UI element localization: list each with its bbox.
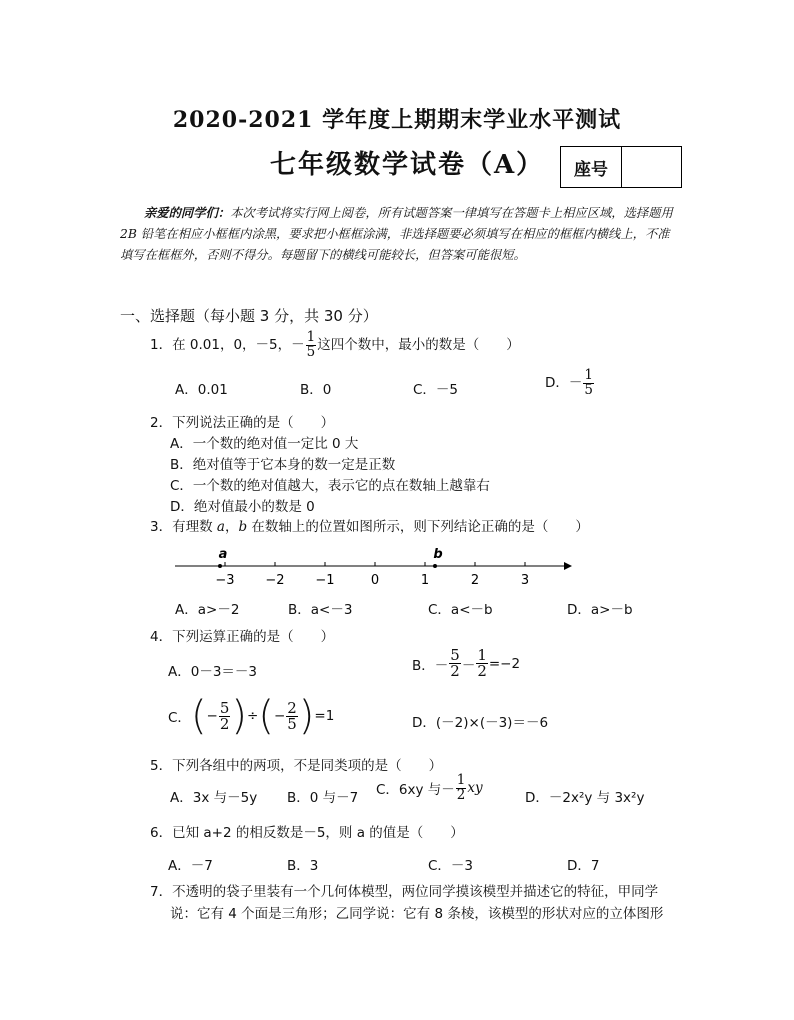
q1-d-num: 1: [584, 367, 593, 383]
q5-c-den: 2: [456, 786, 466, 803]
q1-fraction: [306, 331, 317, 359]
exam-notice: [120, 202, 680, 266]
q5-option-a: A．3x 与－5y: [170, 790, 258, 806]
q5-c-suffix: xy: [467, 780, 483, 796]
q1-d-den: 5: [584, 381, 593, 398]
q4-b-result: =−2: [488, 655, 521, 672]
q5-c-prefix: C．6xy 与－: [376, 782, 455, 798]
axis-tick-label: 1: [420, 573, 430, 588]
q4-b-minus: －: [434, 657, 449, 674]
q1-d-prefix: D．－: [545, 375, 583, 391]
q4-c-f1-den: 2: [219, 714, 230, 733]
q4-c-result: =1: [314, 708, 335, 724]
point-b-label: b: [433, 547, 443, 562]
q4-option-c: [168, 693, 334, 739]
q4-c-div: ÷: [247, 708, 259, 724]
q4-b-label: B．: [412, 657, 435, 674]
q4-option-a: A．0－3＝－3: [168, 664, 258, 680]
q3-stem-c: 在数轴上的位置如图所示，则下列结论正确的是（ ）: [247, 519, 589, 535]
axis-tick-label: −2: [265, 573, 285, 588]
notice-lead: 亲爱的同学们：: [144, 205, 231, 220]
axis-tick-label: −1: [315, 573, 335, 588]
q3-option-a: A．a>－2: [175, 602, 240, 618]
q4-b-frac1: [449, 648, 461, 679]
question-2-stem: 2．下列说法正确的是（ ）: [150, 415, 335, 431]
q4-option-d: D．(－2)×(－3)＝－6: [412, 715, 549, 731]
q3-stem-a: 3．有理数: [150, 519, 217, 535]
axis-tick-label: 2: [470, 573, 480, 588]
q4-b-f2-num: 1: [477, 646, 487, 664]
q4-b-f1-num: 5: [450, 646, 460, 664]
q6-option-b: B．3: [287, 858, 319, 874]
q4-c-minus2: −: [273, 708, 286, 724]
q4-c-label: C．: [168, 710, 191, 726]
q4-c-f2-den: 5: [287, 714, 297, 733]
q2-option-b: B．绝对值等于它本身的数一定是正数: [170, 457, 396, 473]
point-b-dot: [433, 564, 437, 568]
q5-c-fraction: [456, 774, 467, 802]
q1-frac-den: 5: [306, 343, 316, 360]
q3-option-c: C．a<－b: [428, 602, 493, 618]
left-paren-icon: (: [190, 693, 207, 739]
seat-label: 座号: [561, 147, 622, 187]
notice-text: 本次考试将实行网上阅卷，所有试题答案一律填写在答题卡上相应区域，选择题用 2B 铅笔在相应小框框内涂黑，要求把小框框涂满，非选择题要必须填写在相应的框框内横线上，不准填写在框框外，否则不得分。每题留下的横线可能较长，但答案可能很短。: [120, 206, 673, 262]
point-a-label: a: [218, 547, 228, 562]
q5-c-num: 1: [456, 772, 466, 788]
q4-c-frac2: [286, 698, 298, 733]
q5-option-c: [376, 774, 483, 802]
q4-b-mid: －: [461, 657, 476, 674]
q2-option-d: D．绝对值最小的数是 0: [170, 499, 315, 515]
q6-option-c: C．－3: [428, 858, 474, 874]
seat-number-box: [560, 146, 682, 188]
q5-option-b: B．0 与－7: [287, 790, 359, 806]
q4-b-f1-den: 2: [450, 662, 460, 680]
axis-tick-label: 3: [520, 573, 530, 588]
q1-frac-num: 1: [306, 329, 316, 345]
q4-c-frac1: [219, 698, 231, 733]
question-1-stem: [150, 331, 520, 359]
section-title: 一、选择题（每小题 3 分，共 30 分）: [120, 307, 378, 325]
axis-tick-label: −3: [215, 573, 235, 588]
q5-option-d: D．－2x²y 与 3x²y: [525, 790, 645, 806]
q6-option-d: D．7: [567, 858, 600, 874]
exam-subtitle: 七年级数学试卷（A）: [270, 150, 545, 180]
q4-c-f2-num: 2: [287, 698, 297, 717]
right-paren-icon: ): [298, 693, 315, 739]
q1-option-d: [545, 369, 595, 397]
q4-b-f2-den: 2: [477, 662, 487, 680]
question-7-line1: 7．不透明的袋子里装有一个几何体模型，两位同学摸该模型并描述它的特征，甲同学: [150, 884, 659, 900]
q3-option-b: B．a<－3: [288, 602, 353, 618]
q1-option-c: C．－5: [413, 382, 459, 398]
right-paren-icon: ): [231, 693, 248, 739]
number-line-figure: [160, 540, 590, 590]
q6-option-a: A．－7: [168, 858, 213, 874]
q2-option-a: A．一个数的绝对值一定比 0 大: [170, 436, 359, 452]
q4-c-f1-num: 5: [219, 698, 230, 717]
axis-tick-label: 0: [370, 573, 380, 588]
q4-c-minus1: −: [206, 708, 218, 724]
q3-var-b: b: [238, 519, 248, 535]
q1-d-fraction: [583, 369, 594, 397]
exam-title: 2020-2021 学年度上期期末学业水平测试: [172, 107, 622, 133]
q4-option-b: [412, 648, 520, 679]
question-4-stem: 4．下列运算正确的是（ ）: [150, 629, 335, 645]
left-paren-icon: (: [258, 693, 274, 739]
q3-var-a: a: [216, 519, 225, 535]
q1-option-a: A．0.01: [175, 382, 228, 398]
question-6-stem: 6．已知 a+2 的相反数是－5，则 a 的值是（ ）: [150, 825, 464, 841]
question-3-stem: [150, 515, 589, 535]
q1-suffix: 这四个数中，最小的数是（ ）: [317, 337, 520, 353]
axis-arrow-icon: [564, 562, 572, 570]
question-7-line2: 说：它有 4 个面是三角形；乙同学说：它有 8 条棱，该模型的形状对应的立体图形: [170, 906, 664, 922]
q3-stem-b: ，: [224, 519, 239, 535]
question-5-stem: 5．下列各组中的两项，不是同类项的是（ ）: [150, 758, 443, 774]
q4-b-frac2: [476, 648, 488, 679]
q1-option-b: B．0: [300, 382, 332, 398]
q2-option-c: C．一个数的绝对值越大，表示它的点在数轴上越靠右: [170, 478, 490, 494]
point-a-dot: [218, 564, 222, 568]
q3-option-d: D．a>－b: [567, 602, 633, 618]
q1-prefix: 1．在 0.01，0，－5，－: [150, 337, 305, 353]
